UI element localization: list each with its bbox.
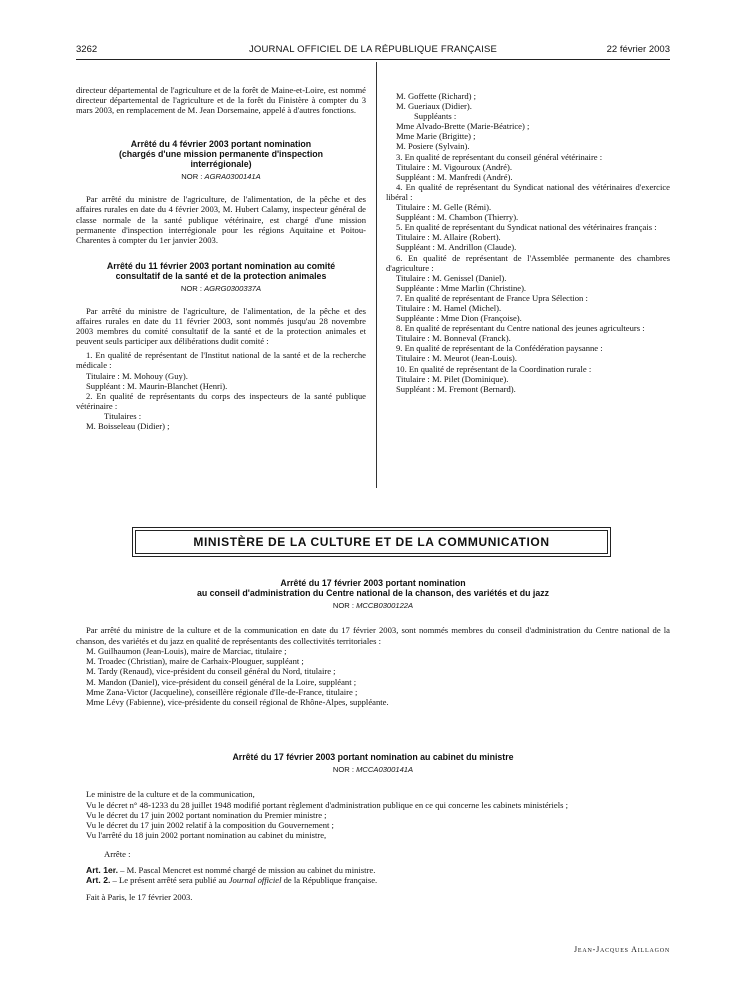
rc-item4-titulaire: Titulaire : M. Gelle (Rémi). — [396, 202, 492, 213]
ministry-title: MINISTÈRE DE LA CULTURE ET DE LA COMMUNICATION — [193, 535, 550, 549]
member-line: M. Guilhaumon (Jean-Louis), maire de Marciac, titulaire ; — [86, 645, 287, 656]
article-2-label: Art. 2. — [86, 875, 111, 886]
page-number: 3262 — [76, 44, 98, 55]
article-2 — [76, 875, 670, 885]
arrete3-title-line1: Arrêté du 17 février 2003 portant nomination — [280, 578, 466, 588]
column-divider — [376, 62, 377, 488]
right-column — [386, 91, 670, 394]
page-header — [76, 44, 670, 58]
arrete3-block — [76, 578, 670, 708]
rc-item7-titulaire: Titulaire : M. Hamel (Michel). — [396, 302, 502, 313]
arrete2-nor — [76, 284, 366, 294]
article-2-text-b: de la République française. — [281, 875, 378, 886]
arrete3-title-line2: au conseil d'administration du Centre national de la chanson, des variétés et du jazz — [196, 588, 550, 598]
arrete1-title-line3: interrégionale) — [190, 159, 252, 170]
arrete3-nor-code: MCCB0300122A — [356, 601, 414, 610]
member-line: M. Tardy (Renaud), vice-président du conseil général du Nord, titulaire ; — [86, 666, 336, 677]
preamble-line: Vu le décret du 17 juin 2002 relatif à la composition du Gouvernement ; — [86, 820, 334, 831]
rc-item10: 10. En qualité de représentant de la Coordination rurale : — [396, 363, 592, 374]
rc-item3-titulaire: Titulaire : M. Vigouroux (André). — [396, 161, 512, 172]
member-line: M. Troadec (Christian), maire de Carhaix-Plouguer, suppléant ; — [86, 656, 304, 667]
arrete2-item2-name1: M. Boisseleau (Didier) ; — [86, 420, 170, 431]
rc-item5-suppleant: Suppléant : M. Andrillon (Claude). — [396, 242, 517, 253]
rc-item3: 3. En qualité de représentant du conseil général vétérinaire : — [396, 151, 603, 162]
member-line: Mme Lévy (Fabienne), vice-présidente du conseil régional de Rhône-Alpes, suppléante. — [86, 697, 389, 708]
article-2-text-a: – Le présent arrêté sera publié au — [110, 875, 229, 886]
arrete-word: Arrête : — [104, 848, 131, 859]
rc-item6-suppleant: Suppléante : Mme Marlin (Christine). — [396, 282, 527, 293]
rc-item10-titulaire: Titulaire : M. Pilet (Dominique). — [396, 373, 509, 384]
arrete3-body: Par arrêté du ministre de la culture et de la communication en date du 17 février 2003, sont nommés membres du conseil d'administration du Centre national de la chanson, des variétés et du jazz en qualité de représentants des collectivités territoriales : — [76, 625, 670, 646]
preamble-line: Le ministre de la culture et de la communication, — [86, 789, 255, 800]
rc-item8-titulaire: Titulaire : M. Bonneval (Franck). — [396, 333, 511, 344]
rc-line: M. Posiere (Sylvain). — [396, 141, 470, 152]
arrete2-title-line1: Arrêté du 11 février 2003 portant nomination au comité — [106, 260, 336, 271]
article-1 — [76, 865, 670, 875]
rc-item3-suppleant: Suppléant : M. Manfredi (André). — [396, 171, 513, 182]
rc-item7-suppleant: Suppléante : Mme Dion (Françoise). — [396, 313, 522, 324]
left-column — [76, 85, 366, 431]
arrete3-nor-label: NOR : — [332, 601, 354, 610]
arrete1-nor-label: NOR : — [181, 172, 203, 182]
arrete2-nor-code: AGRG0300337A — [204, 283, 262, 293]
member-line: M. Mandon (Daniel), vice-président du conseil général de la Loire, suppléant ; — [86, 676, 357, 687]
rc-item4-suppleant: Suppléant : M. Chambon (Thierry). — [396, 212, 519, 223]
rc-item4: 4. En qualité de représentant du Syndicat national des vétérinaires d'exercice libéral : — [386, 181, 670, 202]
issue-date: 22 février 2003 — [606, 44, 670, 55]
rc-item7: 7. En qualité de représentant de France Upra Sélection : — [396, 292, 588, 303]
article-1-label: Art. 1er. — [86, 865, 119, 876]
arrete3-nor — [76, 601, 670, 611]
arrete4-nor-code: MCCA0300141A — [356, 765, 414, 774]
arrete2-item1: 1. En qualité de représentant de l'Institut national de la santé et de la recherche médicale : — [76, 350, 366, 371]
arrete1-nor — [76, 172, 366, 182]
preamble-line: Vu le décret n° 48-1233 du 28 juillet 1948 modifié portant règlement d'administration publique en ce qui concerne les cabinets ministériels ; — [86, 799, 569, 810]
intro-paragraph: directeur départemental de l'agriculture et de la forêt de Maine-et-Loire, est nommé directeur départemental de l'agriculture et de la forêt du Finistère à compter du 3 mars 2003, en remplacement de M. Jean Dorsemaine, appelé à d'autres fonctions. — [76, 85, 366, 116]
journal-officiel-ref: Journal officiel — [228, 875, 282, 886]
arrete4-block — [76, 752, 670, 902]
rc-item6: 6. En qualité de représentant de l'Assemblée permanente des chambres d'agriculture : — [386, 252, 670, 273]
arrete2-nor-label: NOR : — [180, 283, 202, 293]
rc-line: Mme Alvado-Brette (Marie-Béatrice) ; — [396, 121, 530, 132]
rc-line: Mme Marie (Brigitte) ; — [396, 131, 476, 142]
arrete1-title-line2: (chargés d'une mission permanente d'inspection — [118, 149, 324, 160]
arrete2-item1-suppleant: Suppléant : M. Maurin-Blanchet (Henri). — [86, 380, 228, 391]
arrete4-title: Arrêté du 17 février 2003 portant nomination au cabinet du ministre — [232, 752, 514, 762]
rc-item5: 5. En qualité de représentant du Syndicat national des vétérinaires français : — [396, 222, 657, 233]
rc-line: M. Gueriaux (Didier). — [396, 101, 472, 112]
arrete2-title-line2: consultatif de la santé et de la protection animales — [115, 270, 327, 281]
rc-item8: 8. En qualité de représentant du Centre national des jeunes agriculteurs : — [396, 323, 645, 334]
rc-line: M. Goffette (Richard) ; — [396, 91, 477, 101]
rc-item10-suppleant: Suppléant : M. Fremont (Bernard). — [396, 383, 516, 394]
rc-suppleants: Suppléants : — [414, 111, 457, 122]
member-line: Mme Zana-Victor (Jacqueline), conseillère régionale d'Ile-de-France, titulaire ; — [86, 687, 358, 698]
journal-title: JOURNAL OFFICIEL DE LA RÉPUBLIQUE FRANÇAISE — [248, 44, 498, 55]
ministry-banner — [135, 530, 608, 554]
arrete2-item2: 2. En qualité de représentants du corps des inspecteurs de la santé publique vétérinaire : — [76, 390, 366, 411]
arrete1-title-line1: Arrêté du 4 février 2003 portant nomination — [130, 139, 312, 150]
rc-item6-titulaire: Titulaire : M. Genissel (Daniel). — [396, 272, 507, 283]
rc-item5-titulaire: Titulaire : M. Allaire (Robert). — [396, 232, 501, 243]
arrete4-nor-label: NOR : — [332, 765, 354, 774]
done-at: Fait à Paris, le 17 février 2003. — [86, 891, 193, 902]
article-1-text: – M. Pascal Mencret est nommé chargé de mission au cabinet du ministre. — [118, 865, 376, 876]
arrete2-item1-titulaire: Titulaire : M. Mohouy (Guy). — [86, 370, 188, 381]
arrete4-nor — [76, 765, 670, 775]
header-rule — [76, 59, 670, 60]
preamble-line: Vu l'arrêté du 18 juin 2002 portant nomination au cabinet du ministre, — [86, 830, 327, 841]
arrete1-nor-code: AGRA0300141A — [204, 172, 261, 182]
arrete2-item2-titulaires: Titulaires : — [104, 410, 142, 421]
rc-item9: 9. En qualité de représentant de la Confédération paysanne : — [396, 343, 603, 354]
rc-item9-titulaire: Titulaire : M. Meurot (Jean-Louis). — [396, 353, 517, 364]
signature: Jean-Jacques Aillagon — [573, 945, 670, 954]
arrete1-body: Par arrêté du ministre de l'agriculture, de l'alimentation, de la pêche et des affaires rurales en date du 4 février 2003, M. Hubert Calamy, inspecteur général de classe normale de la santé publique vétérinaire, est chargé d'une mission permanente d'inspection interrégionale pour les régions Aquitaine et Poitou-Charentes à compter du 1er janvier 2003. — [76, 194, 366, 245]
preamble-line: Vu le décret du 17 juin 2002 portant nomination du Premier ministre ; — [86, 809, 327, 820]
arrete2-body: Par arrêté du ministre de l'agriculture, de l'alimentation, de la pêche et des affaires rurales en date du 11 février 2003, sont nommés jusqu'au 28 novembre 2003 membres du comité consultatif de la santé et de la protection animales et peuvent seuls participer aux délibérations dudit comité : — [76, 305, 366, 347]
